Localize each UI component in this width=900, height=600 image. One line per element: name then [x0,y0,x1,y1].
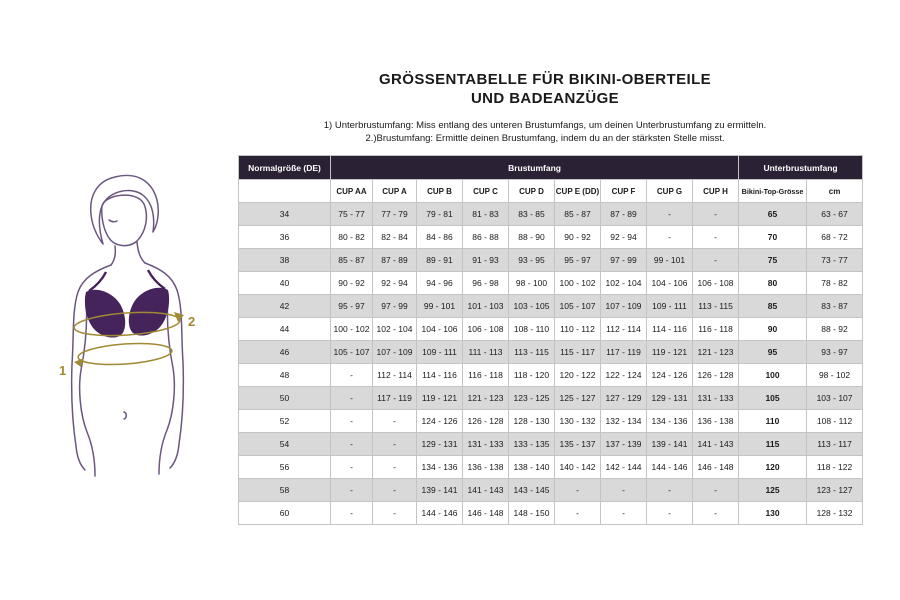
column-header: CUP B [417,180,463,203]
value-cell: 125 - 127 [555,387,601,410]
value-cell: 114 - 116 [417,364,463,387]
value-cell: 97 - 99 [601,249,647,272]
value-cell: 139 - 141 [417,479,463,502]
measurement-illustration [45,168,205,508]
hair [91,175,159,244]
bra-cup-right [129,288,169,336]
value-cell: 144 - 146 [647,456,693,479]
value-cell: 146 - 148 [463,502,509,525]
value-cell: 134 - 136 [647,410,693,433]
value-cell: 95 - 97 [555,249,601,272]
value-cell: 100 - 102 [331,318,373,341]
value-cell: 83 - 87 [807,295,863,318]
value-cell: 99 - 101 [647,249,693,272]
column-header: CUP C [463,180,509,203]
value-cell: 140 - 142 [555,456,601,479]
column-header: CUP A [373,180,417,203]
value-cell: 137 - 139 [601,433,647,456]
value-cell: - [373,410,417,433]
size-cell: 56 [239,456,331,479]
blank-header-cell [239,180,331,203]
page-title [195,70,895,108]
title-line-2: UND BADEANZÜGE [470,90,620,107]
value-cell: 93 - 97 [807,341,863,364]
value-cell: 135 - 137 [555,433,601,456]
bra-strap-right [148,270,165,289]
value-cell: 141 - 143 [693,433,739,456]
value-cell: 115 - 117 [555,341,601,364]
value-cell: - [331,364,373,387]
value-cell: 130 [739,502,807,525]
value-cell: 146 - 148 [693,456,739,479]
column-header: CUP AA [331,180,373,203]
value-cell: 128 - 132 [807,502,863,525]
value-cell: 141 - 143 [463,479,509,502]
value-cell: 95 - 97 [331,295,373,318]
value-cell: 104 - 106 [417,318,463,341]
value-cell: 88 - 92 [807,318,863,341]
value-cell: 110 - 112 [555,318,601,341]
column-header: CUP E (DD) [555,180,601,203]
value-cell: - [647,203,693,226]
value-cell: - [331,502,373,525]
table-row [239,341,863,364]
table-row [239,226,863,249]
value-cell: 82 - 84 [373,226,417,249]
bikini-top [85,270,169,338]
value-cell: 129 - 131 [647,387,693,410]
value-cell: 117 - 119 [601,341,647,364]
value-cell: - [601,479,647,502]
table-row [239,318,863,341]
value-cell: - [555,479,601,502]
value-cell: 80 [739,272,807,295]
size-cell: 44 [239,318,331,341]
value-cell: 138 - 140 [509,456,555,479]
value-cell: 105 - 107 [331,341,373,364]
table-row [239,479,863,502]
value-cell: 143 - 145 [509,479,555,502]
value-cell: 121 - 123 [693,341,739,364]
value-cell: - [647,502,693,525]
size-cell: 36 [239,226,331,249]
value-cell: 70 [739,226,807,249]
value-cell: 75 - 77 [331,203,373,226]
size-cell: 48 [239,364,331,387]
value-cell: 86 - 88 [463,226,509,249]
value-cell: 123 - 127 [807,479,863,502]
value-cell: 113 - 117 [807,433,863,456]
size-cell: 40 [239,272,331,295]
value-cell: 131 - 133 [463,433,509,456]
table-row [239,272,863,295]
value-cell: - [693,502,739,525]
table-row [239,456,863,479]
size-cell: 42 [239,295,331,318]
value-cell: 126 - 128 [693,364,739,387]
value-cell: 113 - 115 [509,341,555,364]
value-cell: 130 - 132 [555,410,601,433]
value-cell: 136 - 138 [693,410,739,433]
measurement-notes [145,119,900,145]
value-cell: 98 - 100 [509,272,555,295]
value-cell: 134 - 136 [417,456,463,479]
value-cell: 126 - 128 [463,410,509,433]
value-cell: - [647,226,693,249]
value-cell: 98 - 102 [807,364,863,387]
value-cell: - [555,502,601,525]
value-cell: 107 - 109 [373,341,417,364]
size-table [238,155,863,525]
table-row [239,387,863,410]
value-cell: - [331,456,373,479]
value-cell: - [693,203,739,226]
value-cell: 129 - 131 [417,433,463,456]
value-cell: 119 - 121 [647,341,693,364]
value-cell: 85 [739,295,807,318]
value-cell: - [331,387,373,410]
size-cell: 54 [239,433,331,456]
value-cell: 81 - 83 [463,203,509,226]
value-cell: - [331,410,373,433]
value-cell: 118 - 122 [807,456,863,479]
value-cell: - [647,479,693,502]
value-cell: 77 - 79 [373,203,417,226]
column-header: CUP D [509,180,555,203]
bust-arrow-label: 2 [188,314,196,329]
value-cell: - [373,479,417,502]
value-cell: 88 - 90 [509,226,555,249]
value-cell: 100 [739,364,807,387]
size-cell: 60 [239,502,331,525]
value-cell: 114 - 116 [647,318,693,341]
size-cell: 50 [239,387,331,410]
table-row [239,364,863,387]
value-cell: 73 - 77 [807,249,863,272]
value-cell: 120 - 122 [555,364,601,387]
value-cell: 87 - 89 [373,249,417,272]
value-cell: 116 - 118 [463,364,509,387]
value-cell: 68 - 72 [807,226,863,249]
value-cell: 92 - 94 [373,272,417,295]
value-cell: 79 - 81 [417,203,463,226]
value-cell: - [693,226,739,249]
underbust-measure-arrow [77,341,172,368]
value-cell: 85 - 87 [555,203,601,226]
value-cell: 107 - 109 [601,295,647,318]
size-cell: 58 [239,479,331,502]
value-cell: 139 - 141 [647,433,693,456]
value-cell: 105 - 107 [555,295,601,318]
column-header: CUP H [693,180,739,203]
value-cell: 91 - 93 [463,249,509,272]
value-cell: 116 - 118 [693,318,739,341]
underbust-group-header: Unterbrustumfang [739,156,863,180]
value-cell: 96 - 98 [463,272,509,295]
value-cell: 115 [739,433,807,456]
value-cell: 119 - 121 [417,387,463,410]
value-cell: 142 - 144 [601,456,647,479]
column-header: Bikini-Top-Grösse [739,180,807,203]
value-cell: - [373,433,417,456]
table-row [239,433,863,456]
value-cell: 109 - 111 [647,295,693,318]
value-cell: - [693,249,739,272]
value-cell: 113 - 115 [693,295,739,318]
value-cell: 136 - 138 [463,456,509,479]
size-cell: 38 [239,249,331,272]
body-outline [72,175,184,476]
value-cell: 131 - 133 [693,387,739,410]
value-cell: 111 - 113 [463,341,509,364]
value-cell: 103 - 107 [807,387,863,410]
value-cell: 103 - 105 [509,295,555,318]
value-cell: 97 - 99 [373,295,417,318]
value-cell: 85 - 87 [331,249,373,272]
value-cell: 133 - 135 [509,433,555,456]
neck-left [111,246,115,265]
value-cell: 125 [739,479,807,502]
value-cell: 90 - 92 [555,226,601,249]
title-line-1: GRÖSSENTABELLE FÜR BIKINI-OBERTEILE [378,71,712,88]
value-cell: 112 - 114 [601,318,647,341]
value-cell: 110 [739,410,807,433]
face-detail [109,220,117,222]
value-cell: 102 - 104 [601,272,647,295]
value-cell: 121 - 123 [463,387,509,410]
group-header-row [239,156,863,180]
value-cell: 99 - 101 [417,295,463,318]
value-cell: 94 - 96 [417,272,463,295]
column-header: cm [807,180,863,203]
value-cell: - [373,456,417,479]
value-cell: 127 - 129 [601,387,647,410]
column-header: CUP G [647,180,693,203]
value-cell: 84 - 86 [417,226,463,249]
value-cell: 144 - 146 [417,502,463,525]
navel [124,412,126,419]
value-cell: 148 - 150 [509,502,555,525]
normal-size-header: Normalgröße (DE) [239,156,331,180]
value-cell: 120 [739,456,807,479]
value-cell: 124 - 126 [417,410,463,433]
value-cell: 87 - 89 [601,203,647,226]
value-cell: 90 [739,318,807,341]
size-cell: 46 [239,341,331,364]
value-cell: 65 [739,203,807,226]
table-row [239,203,863,226]
value-cell: - [331,433,373,456]
table-row [239,502,863,525]
value-cell: 128 - 130 [509,410,555,433]
value-cell: - [331,479,373,502]
value-cell: 78 - 82 [807,272,863,295]
value-cell: 117 - 119 [373,387,417,410]
size-table-body [239,203,863,525]
value-cell: - [373,502,417,525]
value-cell: 100 - 102 [555,272,601,295]
value-cell: 118 - 120 [509,364,555,387]
value-cell: 124 - 126 [647,364,693,387]
size-cell: 52 [239,410,331,433]
value-cell: 92 - 94 [601,226,647,249]
value-cell: 101 - 103 [463,295,509,318]
value-cell: 122 - 124 [601,364,647,387]
bust-group-header: Brustumfang [331,156,739,180]
value-cell: 105 [739,387,807,410]
value-cell: 106 - 108 [463,318,509,341]
table-row [239,295,863,318]
cup-header-row [239,180,863,203]
value-cell: 63 - 67 [807,203,863,226]
table-row [239,249,863,272]
value-cell: - [693,479,739,502]
value-cell: 132 - 134 [601,410,647,433]
value-cell: 93 - 95 [509,249,555,272]
value-cell: 80 - 82 [331,226,373,249]
value-cell: 106 - 108 [693,272,739,295]
table-row [239,410,863,433]
value-cell: 108 - 112 [807,410,863,433]
value-cell: 83 - 85 [509,203,555,226]
value-cell: - [601,502,647,525]
size-cell: 34 [239,203,331,226]
value-cell: 123 - 125 [509,387,555,410]
neck-right [137,242,145,263]
value-cell: 95 [739,341,807,364]
value-cell: 102 - 104 [373,318,417,341]
note-underbust: 1) Unterbrustumfang: Miss entlang des unteren Brustumfangs, um deinen Unterbrustumfang zu ermitteln. [323,120,767,131]
underbust-arrow-label: 1 [59,363,67,378]
note-bust: 2.)Brustumfang: Ermittle deinen Brustumfang, indem du an der stärksten Stelle misst. [365,133,725,144]
value-cell: 104 - 106 [647,272,693,295]
column-header: CUP F [601,180,647,203]
value-cell: 112 - 114 [373,364,417,387]
value-cell: 90 - 92 [331,272,373,295]
value-cell: 89 - 91 [417,249,463,272]
value-cell: 75 [739,249,807,272]
value-cell: 108 - 110 [509,318,555,341]
value-cell: 109 - 111 [417,341,463,364]
